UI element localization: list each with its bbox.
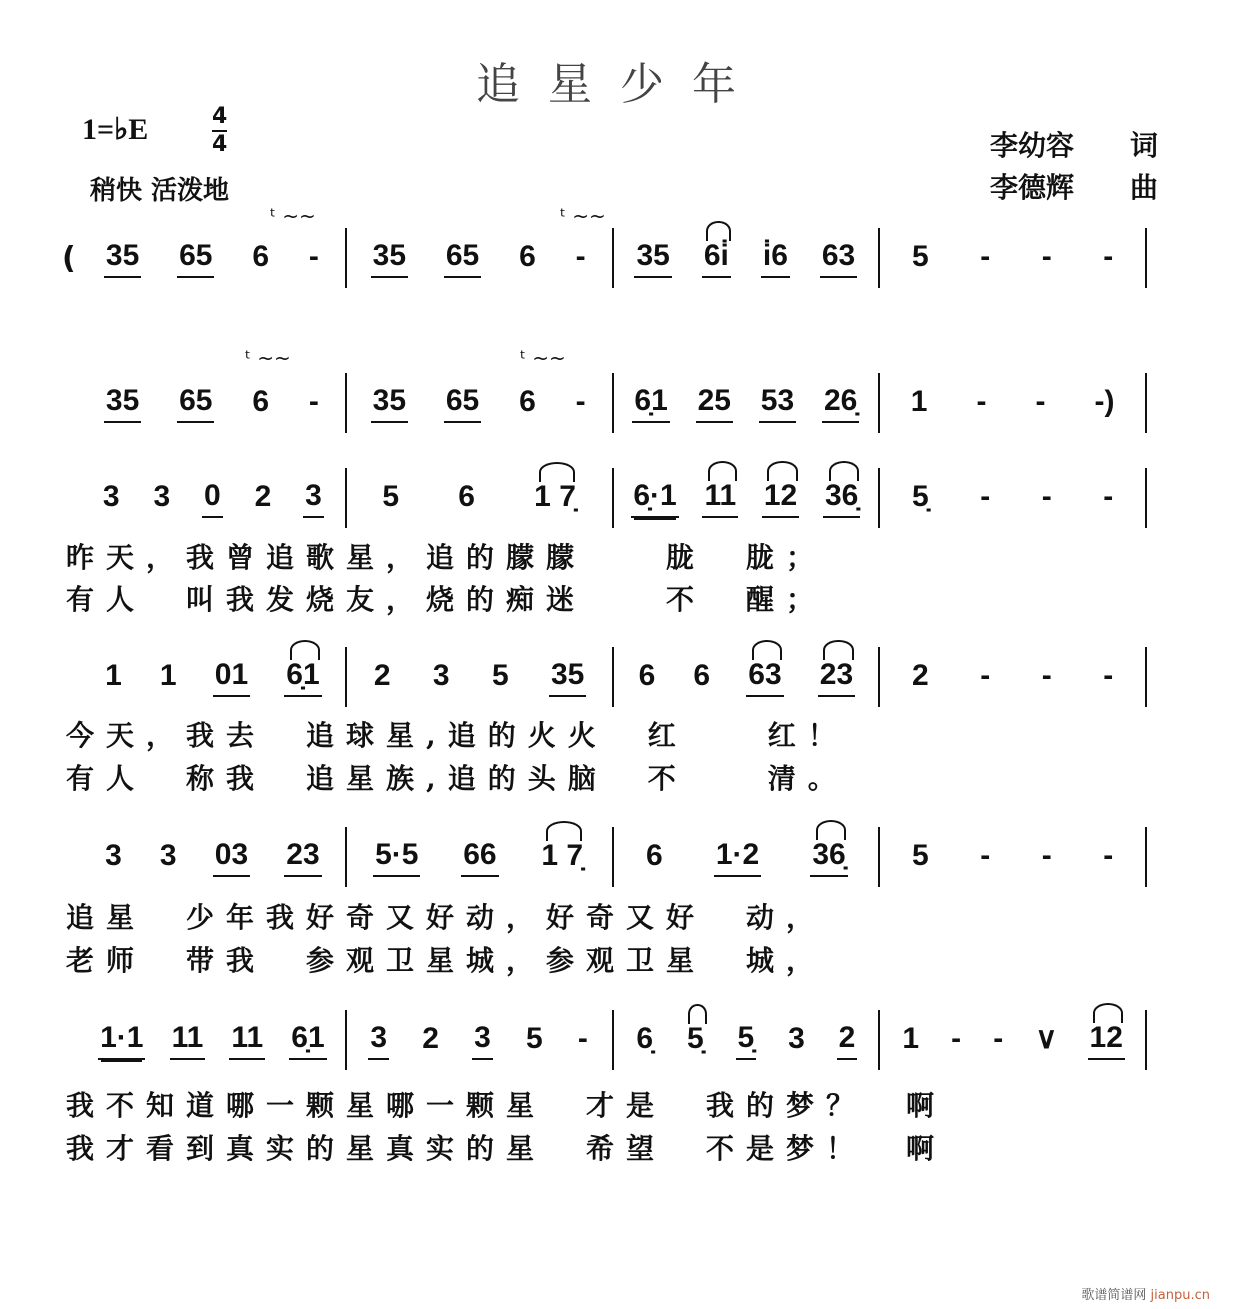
lyricist-name: 李幼容 <box>990 129 1075 162</box>
note-text: 1 <box>159 658 177 692</box>
note-group <box>284 658 321 697</box>
note-text: 3 <box>153 479 171 513</box>
note-text: 35 <box>636 238 670 272</box>
measure <box>347 373 614 433</box>
note-group <box>229 1021 265 1060</box>
note-group <box>284 838 321 877</box>
slur-arc <box>767 461 797 481</box>
note-text: 5̣ <box>737 1020 755 1054</box>
slur-arc <box>823 640 853 660</box>
note-group <box>177 384 214 423</box>
row-lead: ( <box>62 240 76 276</box>
slur-arc <box>752 640 782 660</box>
note-text: 23 <box>286 837 320 871</box>
note-text: - <box>575 239 586 273</box>
dash-extension <box>1040 240 1054 277</box>
note-group <box>691 659 712 696</box>
measure <box>614 228 881 288</box>
note-text: 6̣1 <box>286 657 320 691</box>
note-group <box>714 838 761 877</box>
note-text: 5̣ <box>912 479 929 513</box>
note-text: - <box>980 239 991 273</box>
note-text: 11 <box>704 478 737 512</box>
note-text: 35 <box>105 383 140 417</box>
lyric-line: 老师 带我 参观卫星城，参观卫星 城， <box>66 944 827 977</box>
note-group <box>420 1022 441 1059</box>
note-group <box>371 384 408 423</box>
note-group <box>170 1021 206 1060</box>
note-group <box>524 1022 545 1059</box>
note-text: 26̣ <box>823 383 858 417</box>
note-text: - <box>1103 838 1114 872</box>
dash-extension <box>978 240 992 277</box>
song-title: 追星少年 <box>476 59 764 110</box>
dash-extension <box>307 385 321 422</box>
note-text: 35 <box>550 657 585 691</box>
dash-extension <box>574 240 588 277</box>
note-group <box>823 479 860 518</box>
dash-extension <box>949 1022 963 1059</box>
note-text: - <box>1041 239 1052 273</box>
dash-extension <box>1101 659 1115 696</box>
dash-extension <box>991 1022 1005 1059</box>
lyric-line: 有人 称我 追星族,追的头脑 不 清。 <box>66 762 848 795</box>
dash-extension <box>1101 240 1115 277</box>
note-group <box>786 1022 807 1059</box>
note-group <box>101 480 122 517</box>
watermark-en: jianpu.cn <box>1150 1288 1210 1303</box>
note-group <box>368 1021 389 1060</box>
note-group <box>644 839 665 876</box>
note-text: 5·5 <box>375 837 419 871</box>
note-group <box>472 1021 493 1060</box>
note-text: 2 <box>422 1021 439 1055</box>
measure <box>880 647 1147 707</box>
note-text: 23 <box>819 657 854 691</box>
note-text: 11 <box>231 1020 264 1054</box>
note-group <box>444 239 481 278</box>
note-text: - <box>1041 479 1052 513</box>
note-text: 1 <box>902 1021 919 1055</box>
note-text: 12 <box>1089 1020 1123 1054</box>
note-group <box>746 658 783 697</box>
note-group <box>380 480 401 517</box>
note-group <box>539 839 585 876</box>
note-text: 25 <box>697 383 731 417</box>
note-text: - <box>980 479 991 513</box>
note-text: 65 <box>445 238 480 272</box>
measure <box>880 827 1147 887</box>
composer-role: 曲 <box>1130 171 1159 204</box>
note-text: 3 <box>474 1020 491 1054</box>
note-text: 03 <box>214 837 249 871</box>
dash-extension <box>1033 385 1047 422</box>
note-text: 6 <box>252 384 269 418</box>
breath-mark: ᵗ ~~ <box>270 204 316 228</box>
note-text: - <box>575 384 586 418</box>
dash-extension <box>978 659 992 696</box>
note-text: 5 <box>912 838 929 872</box>
note-group <box>910 240 931 277</box>
note-group <box>696 384 733 423</box>
note-text: 36̣ <box>812 837 846 871</box>
note-text: 6 <box>693 658 711 692</box>
note-text: - <box>976 384 987 418</box>
slur-arc <box>546 821 582 841</box>
note-text: 3 <box>370 1020 388 1054</box>
note-text: 66 <box>463 837 497 871</box>
lyricist-credit <box>990 124 1159 164</box>
staff-row <box>62 373 1147 433</box>
note-text: 3 <box>305 478 322 512</box>
tempo-marking: 稍快 活泼地 <box>90 176 230 206</box>
note-group <box>213 658 250 697</box>
measure <box>880 1010 1147 1070</box>
measure <box>880 468 1147 528</box>
measure <box>80 228 347 288</box>
measure <box>80 827 347 887</box>
note-group <box>909 385 930 422</box>
note-text: - <box>980 658 991 692</box>
note-group <box>910 659 931 696</box>
note-text: - <box>308 384 319 418</box>
note-group <box>910 480 931 517</box>
note-text: - <box>577 1021 588 1055</box>
note-group <box>685 1022 706 1059</box>
staff-row <box>62 228 1147 288</box>
slur-arc <box>829 461 859 481</box>
lyric-line: 追星 少年我好奇又好动，好奇又好 动， <box>66 901 827 934</box>
note-text: ∨ <box>1035 1022 1058 1055</box>
note-group <box>634 1022 655 1059</box>
measure <box>80 1010 347 1070</box>
dash-extension <box>978 480 992 517</box>
note-text: - <box>1041 658 1052 692</box>
note-group <box>371 239 408 278</box>
note-text: 65 <box>179 238 213 272</box>
time-signature <box>212 104 227 158</box>
dash-extension <box>1092 385 1116 422</box>
note-text: i̇6 <box>762 238 788 272</box>
dash-extension <box>1101 839 1115 876</box>
note-text: 6 <box>458 479 475 513</box>
note-text: 5 <box>382 479 400 513</box>
note-text: 2 <box>254 479 272 513</box>
note-group <box>632 384 669 423</box>
note-group <box>456 480 477 517</box>
slur-arc <box>708 461 737 481</box>
dash-extension <box>307 240 321 277</box>
note-text: - <box>993 1021 1004 1055</box>
note-text: 65 <box>445 383 480 417</box>
note-group <box>151 480 172 517</box>
note-group <box>762 479 799 518</box>
measure <box>614 1010 881 1070</box>
note-group <box>761 239 790 278</box>
slur-arc <box>706 221 730 241</box>
slur-arc <box>539 462 575 482</box>
key-signature: 1=♭E <box>82 113 149 146</box>
note-group <box>810 838 847 877</box>
note-group <box>104 384 141 423</box>
composer-credit <box>990 166 1159 206</box>
note-text: 3 <box>788 1021 805 1055</box>
note-group <box>158 659 179 696</box>
note-text: 1·2 <box>715 837 760 871</box>
note-group <box>759 384 796 423</box>
note-text: 5 <box>525 1021 543 1055</box>
note-group <box>1088 1021 1125 1060</box>
note-text: 0 <box>204 478 221 512</box>
note-group <box>250 385 271 422</box>
note-text: 53 <box>760 383 795 417</box>
note-group <box>303 479 324 518</box>
note-group <box>177 239 214 278</box>
note-group <box>289 1021 326 1060</box>
slur-arc <box>1093 1003 1123 1023</box>
note-group <box>490 659 511 696</box>
note-group <box>372 659 393 696</box>
note-group <box>250 240 271 277</box>
measure <box>347 468 614 528</box>
note-text: - <box>951 1021 962 1055</box>
slur-arc <box>816 820 846 840</box>
breath-mark: ᵗ ~~ <box>520 346 566 370</box>
watermark <box>1081 1284 1210 1303</box>
composer-name: 李德辉 <box>990 171 1075 204</box>
note-text: 1 7̣ <box>541 838 584 872</box>
note-group <box>103 659 124 696</box>
dash-extension <box>1040 480 1054 517</box>
lyric-line: 有人 叫我发烧友，烧的痴迷 不 醒； <box>66 583 827 616</box>
note-text: 5̣ <box>686 1021 704 1055</box>
note-group <box>517 385 538 422</box>
staff-row <box>62 1010 1147 1070</box>
lyric-line: 我才看到真实的星真实的星 希望 不是梦！ 啊 <box>66 1132 947 1165</box>
note-text: 6̣1 <box>634 383 668 417</box>
measure <box>880 373 1147 433</box>
measure <box>614 827 881 887</box>
note-text: 01 <box>214 657 249 691</box>
note-text: 6 <box>252 239 269 273</box>
slur-arc <box>290 640 320 660</box>
note-text: 5 <box>912 239 929 273</box>
slur-arc <box>688 1004 706 1024</box>
note-group <box>910 839 931 876</box>
note-group <box>702 479 738 518</box>
note-group <box>202 479 223 518</box>
time-bottom: 4 <box>212 132 228 157</box>
measure <box>347 1010 614 1070</box>
measure <box>347 647 614 707</box>
note-group <box>213 838 250 877</box>
note-text: 1 <box>105 658 122 692</box>
note-text: 2 <box>838 1020 856 1054</box>
breath-mark: ᵗ ~~ <box>245 346 291 370</box>
note-group <box>637 659 658 696</box>
measure <box>880 228 1147 288</box>
note-group <box>631 479 678 518</box>
note-group <box>373 838 420 877</box>
note-group <box>103 839 124 876</box>
note-text: 63 <box>821 238 856 272</box>
note-text: 2 <box>373 658 391 692</box>
note-text: - <box>1103 239 1114 273</box>
dash-extension <box>574 385 588 422</box>
note-text: - <box>1103 479 1114 513</box>
measure <box>80 468 347 528</box>
note-text: 6̣1 <box>291 1020 325 1054</box>
measure <box>347 228 614 288</box>
note-text: 11 <box>171 1020 204 1054</box>
note-text: - <box>980 838 991 872</box>
note-text: 3 <box>105 838 122 872</box>
measure <box>614 647 881 707</box>
dash-extension <box>1040 839 1054 876</box>
lyric-line: 我不知道哪一颗星哪一颗星 才是 我的梦？ 啊 <box>66 1089 947 1122</box>
note-group <box>1033 1021 1059 1059</box>
note-text: 3 <box>159 838 177 872</box>
measure <box>80 647 347 707</box>
note-text: 1·1 <box>100 1020 144 1054</box>
note-group <box>98 1021 145 1060</box>
note-text: 6 <box>638 658 656 692</box>
note-group <box>818 658 855 697</box>
watermark-cn: 歌谱简谱网 <box>1081 1288 1147 1303</box>
note-text: - <box>1041 838 1052 872</box>
note-group <box>822 384 859 423</box>
staff-row <box>62 827 1147 887</box>
breath-mark: ᵗ ~~ <box>560 204 606 228</box>
note-text: 65 <box>179 383 213 417</box>
dash-extension <box>978 839 992 876</box>
note-group <box>837 1021 858 1060</box>
staff-row <box>62 468 1147 528</box>
measure <box>80 373 347 433</box>
note-text: 6 <box>519 239 536 273</box>
measure <box>614 468 881 528</box>
note-text: 35 <box>105 238 140 272</box>
note-text: - <box>308 239 319 273</box>
note-text: 2 <box>912 658 929 692</box>
note-group <box>549 658 586 697</box>
note-text: 35 <box>372 383 407 417</box>
lyricist-role: 词 <box>1130 129 1159 162</box>
note-group <box>820 239 857 278</box>
note-group <box>736 1021 757 1060</box>
note-text: - <box>1035 384 1046 418</box>
measure <box>347 827 614 887</box>
note-text: 1 <box>910 384 928 418</box>
note-group <box>253 480 274 517</box>
measure <box>614 373 881 433</box>
lyric-line: 今天，我去 追球星,追的火火 红 红！ <box>66 719 848 752</box>
dash-extension <box>1101 480 1115 517</box>
time-top: 4 <box>212 104 227 132</box>
staff-row <box>62 647 1147 707</box>
note-text: 3 <box>102 479 120 513</box>
note-text: 6̣·1 <box>633 478 677 512</box>
note-text: 6̣ <box>636 1021 654 1055</box>
note-group <box>517 240 538 277</box>
note-text: -) <box>1094 384 1115 418</box>
note-group <box>444 384 481 423</box>
note-text: - <box>1103 658 1114 692</box>
note-text: 6 <box>519 384 536 418</box>
note-text: 35 <box>372 238 407 272</box>
lyric-line: 昨天，我曾追歌星，追的朦朦 胧 胧； <box>66 541 827 574</box>
note-text: 1 7̣ <box>534 479 576 513</box>
note-text: 36̣ <box>824 478 859 512</box>
dash-extension <box>974 385 988 422</box>
note-group <box>532 480 578 517</box>
note-group <box>461 838 498 877</box>
note-text: 3 <box>432 658 450 692</box>
note-group <box>431 659 452 696</box>
dash-extension <box>1040 659 1054 696</box>
note-text: 5 <box>491 658 509 692</box>
note-group <box>900 1022 921 1059</box>
note-text: 12 <box>763 478 798 512</box>
dash-extension <box>576 1022 590 1059</box>
note-group <box>104 239 141 278</box>
note-group <box>158 839 179 876</box>
note-group <box>634 239 671 278</box>
note-text: 63 <box>748 657 782 691</box>
note-group <box>702 239 731 278</box>
note-text: 6 <box>646 838 663 872</box>
note-text: 6i̇ <box>703 238 729 272</box>
